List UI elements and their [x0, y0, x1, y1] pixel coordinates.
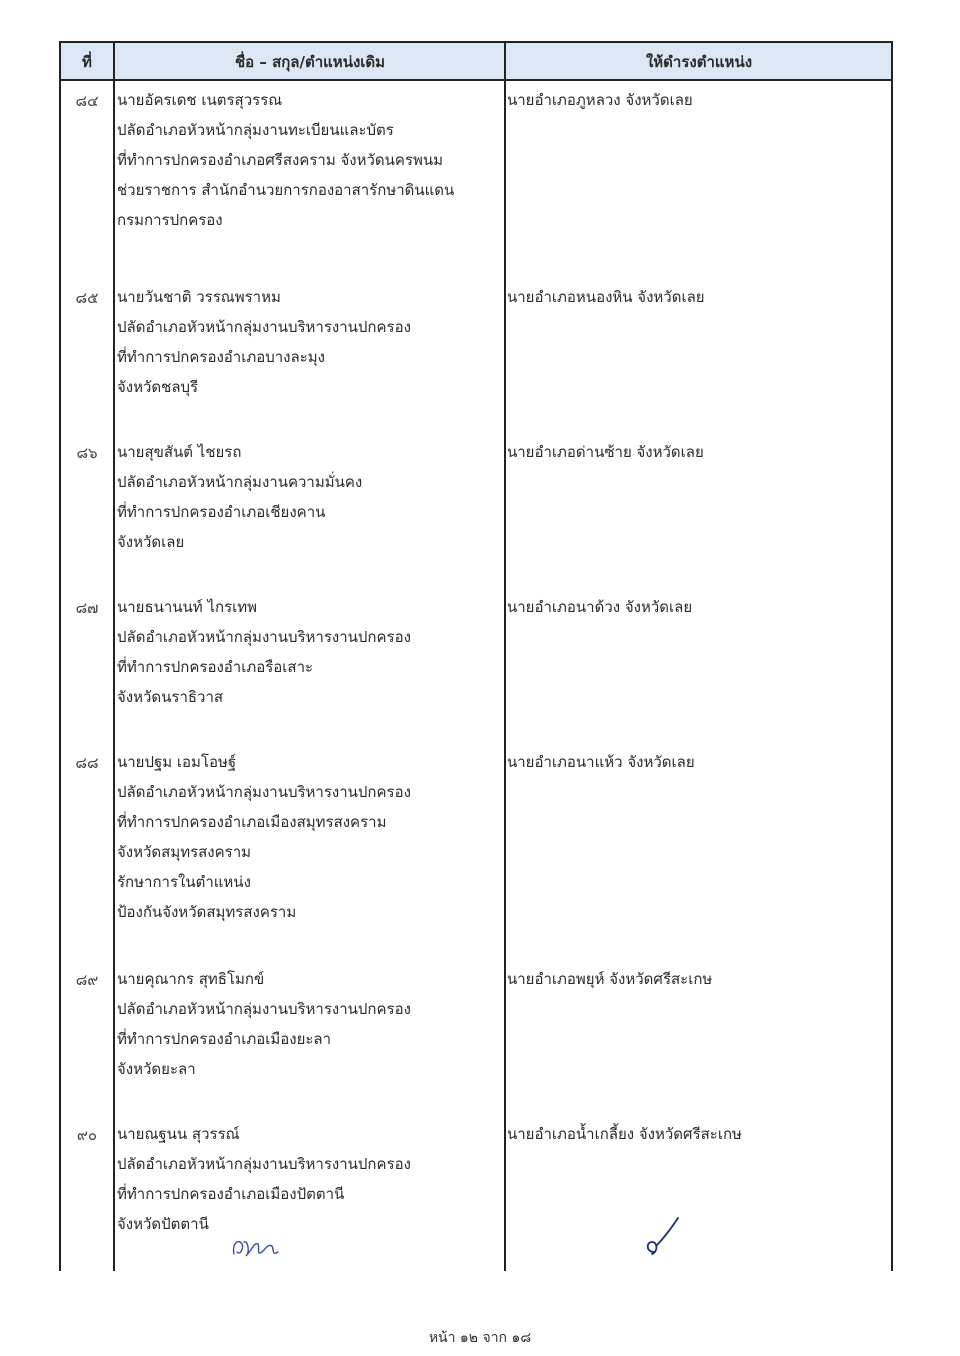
row-line: รักษาการในตำแหน่ง	[117, 873, 251, 891]
row-line: ที่ทำการปกครองอำเภอเมืองยะลา	[117, 1030, 332, 1048]
page-footer: หน้า ๑๒ จาก ๑๘	[428, 1330, 532, 1346]
row-line: นายวันชาติ วรรณพราหม	[117, 288, 281, 306]
row-line: จังหวัดเลย	[117, 533, 185, 551]
header-no: ที่	[82, 53, 92, 71]
appointment-table	[59, 41, 893, 1271]
row-details	[117, 1119, 497, 1239]
row-line: ปลัดอำเภอหัวหน้ากลุ่มงานบริหารงานปกครอง	[117, 628, 411, 646]
row-line: ช่วยราชการ สำนักอำนวยการกองอาสารักษาดินแดน	[117, 181, 455, 199]
row-line: นายธนานนท์ ไกรเทพ	[117, 598, 258, 616]
row-number: ๘๕	[75, 289, 99, 307]
table-body	[61, 81, 891, 1271]
row-line: ที่ทำการปกครองอำเภอรือเสาะ	[117, 658, 314, 676]
row-new-position: นายอำเภอนาด้วง จังหวัดเลย	[507, 598, 693, 616]
row-details	[117, 592, 497, 712]
row-line: ที่ทำการปกครองอำเภอเมืองปัตตานี	[117, 1185, 345, 1203]
row-line: ป้องกันจังหวัดสมุทรสงคราม	[117, 903, 297, 921]
row-new-position: นายอำเภอน้ำเกลี้ยง จังหวัดศรีสะเกษ	[507, 1125, 742, 1143]
table-header	[61, 43, 891, 81]
row-line: จังหวัดชลบุรี	[117, 378, 199, 396]
row-number: ๘๙	[75, 971, 99, 989]
row-line: ที่ทำการปกครองอำเภอเมืองสมุทรสงคราม	[117, 813, 387, 831]
header-new-position: ให้ดำรงตำแหน่ง	[645, 53, 753, 71]
row-details	[117, 282, 497, 402]
row-line: จังหวัดยะลา	[117, 1060, 196, 1078]
row-line: นายณฐนน สุวรรณ์	[117, 1125, 240, 1143]
row-line: นายอัครเดช เนตรสุวรรณ	[117, 91, 283, 109]
row-line: จังหวัดนราธิวาส	[117, 688, 224, 706]
row-number: ๙๐	[76, 1126, 98, 1144]
row-line: ปลัดอำเภอหัวหน้ากลุ่มงานทะเบียนและบัตร	[117, 121, 394, 139]
row-line: ที่ทำการปกครองอำเภอศรีสงคราม จังหวัดนครพนม	[117, 151, 444, 169]
row-number: ๘๖	[76, 444, 98, 462]
row-line: ปลัดอำเภอหัวหน้ากลุ่มงานบริหารงานปกครอง	[117, 783, 411, 801]
header-name: ชื่อ – สกุล/ตำแหน่งเดิม	[234, 53, 386, 71]
signature-right-icon	[640, 1212, 686, 1260]
row-line: ปลัดอำเภอหัวหน้ากลุ่มงานบริหารงานปกครอง	[117, 318, 411, 336]
row-number: ๘๘	[75, 754, 99, 772]
row-details	[117, 747, 497, 927]
row-line: ปลัดอำเภอหัวหน้ากลุ่มงานบริหารงานปกครอง	[117, 1155, 411, 1173]
row-line: กรมการปกครอง	[117, 211, 223, 229]
row-line: นายสุขสันต์ ไชยรถ	[117, 443, 242, 461]
row-line: ปลัดอำเภอหัวหน้ากลุ่มงานบริหารงานปกครอง	[117, 1000, 411, 1018]
row-line: ที่ทำการปกครองอำเภอบางละมุง	[117, 348, 325, 366]
row-number: ๘๔	[75, 92, 99, 110]
row-new-position: นายอำเภอนาแห้ว จังหวัดเลย	[507, 753, 695, 771]
row-new-position: นายอำเภอหนองหิน จังหวัดเลย	[507, 288, 705, 306]
row-details	[117, 964, 497, 1084]
row-line: จังหวัดปัตตานี	[117, 1215, 209, 1233]
row-line: ที่ทำการปกครองอำเภอเชียงคาน	[117, 503, 326, 521]
row-number: ๘๗	[75, 599, 99, 617]
signature-left-icon	[228, 1230, 284, 1264]
row-line: จังหวัดสมุทรสงคราม	[117, 843, 252, 861]
row-line: นายปฐม เอมโอษฐ์	[117, 753, 237, 771]
row-line: ปลัดอำเภอหัวหน้ากลุ่มงานความมั่นคง	[117, 473, 363, 491]
row-new-position: นายอำเภอภูหลวง จังหวัดเลย	[507, 91, 693, 109]
row-new-position: นายอำเภอด่านซ้าย จังหวัดเลย	[507, 443, 704, 461]
row-new-position: นายอำเภอพยุห์ จังหวัดศรีสะเกษ	[507, 970, 713, 988]
row-details	[117, 85, 497, 235]
row-details	[117, 437, 497, 557]
row-line: นายคุณากร สุทธิโมกข์	[117, 970, 265, 988]
